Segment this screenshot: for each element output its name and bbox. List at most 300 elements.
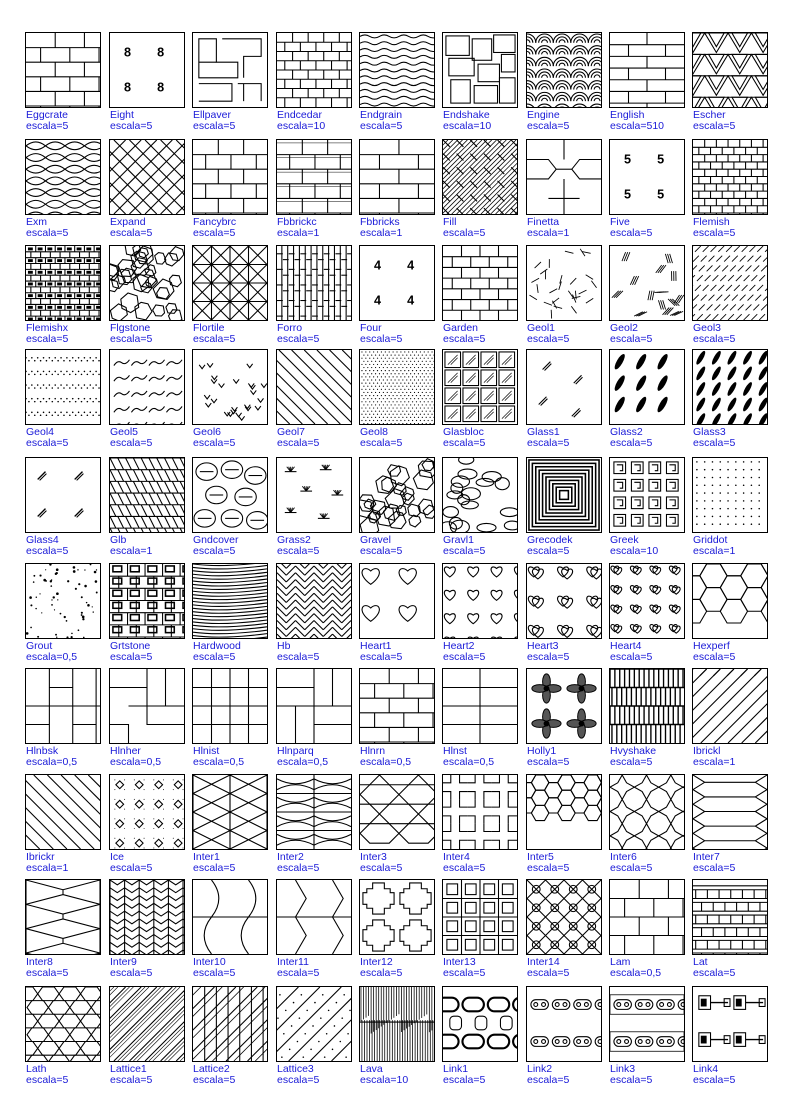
pattern-cell — [690, 879, 770, 985]
pattern-scale: escala=5 — [527, 333, 570, 345]
pattern-scale: escala=5 — [610, 227, 653, 239]
pattern-cell — [524, 349, 604, 455]
pattern-cell — [690, 668, 770, 774]
pattern-cell — [107, 139, 187, 245]
pattern-swatch-holly-leaves — [526, 668, 602, 744]
pattern-scale: escala=5 — [527, 862, 570, 874]
pattern-cell — [107, 32, 187, 138]
pattern-scale: escala=5 — [527, 120, 570, 132]
pattern-scale: escala=5 — [277, 1074, 320, 1086]
pattern-name: Grtstone — [110, 640, 151, 652]
pattern-swatch-block-parquet — [276, 668, 352, 744]
pattern-cell — [107, 668, 187, 774]
pattern-cell — [524, 668, 604, 774]
pattern-cell — [607, 457, 687, 563]
pattern-cell — [524, 139, 604, 245]
pattern-name: Inter9 — [110, 956, 137, 968]
pattern-swatch-bowtie-tiles — [192, 774, 268, 850]
pattern-name: Lath — [26, 1063, 47, 1075]
pattern-cell — [23, 139, 103, 245]
pattern-scale: escala=1 — [527, 227, 570, 239]
pattern-swatch-random-dashes — [526, 245, 602, 321]
pattern-cell — [607, 32, 687, 138]
svg-text:8: 8 — [157, 45, 165, 60]
pattern-name: Lattice3 — [277, 1063, 314, 1075]
pattern-name: Inter4 — [443, 851, 470, 863]
pattern-cell — [524, 986, 604, 1092]
pattern-scale: escala=5 — [527, 967, 570, 979]
pattern-swatch-scallops — [526, 32, 602, 108]
pattern-scale: escala=5 — [26, 967, 69, 979]
pattern-scale: escala=1 — [110, 545, 153, 557]
pattern-cell — [190, 349, 270, 455]
pattern-name: Endgrain — [360, 109, 403, 121]
pattern-cell — [274, 774, 354, 880]
pattern-swatch-hearts-small — [609, 563, 685, 639]
pattern-cell — [190, 32, 270, 138]
pattern-cell — [440, 563, 520, 669]
pattern-cell — [690, 457, 770, 563]
pattern-cell — [690, 245, 770, 351]
pattern-cell — [440, 32, 520, 138]
pattern-cell — [524, 32, 604, 138]
pattern-name: Glass3 — [693, 426, 726, 438]
pattern-swatch-arrow-tiles — [692, 774, 768, 850]
pattern-swatch-shake-blocks — [442, 32, 518, 108]
pattern-scale: escala=5 — [110, 437, 153, 449]
svg-text:5: 5 — [624, 152, 632, 167]
pattern-swatch-basket-block — [25, 668, 101, 744]
pattern-name: Glb — [110, 534, 127, 546]
pattern-scale: escala=5 — [610, 756, 653, 768]
pattern-swatch-brick-garden — [442, 245, 518, 321]
pattern-scale: escala=5 — [360, 333, 403, 345]
pattern-swatch-grid-dots — [692, 457, 768, 533]
pattern-scale: escala=1 — [693, 756, 736, 768]
pattern-swatch-block-herringbone — [109, 668, 185, 744]
pattern-name: Engine — [527, 109, 560, 121]
svg-text:8: 8 — [124, 45, 132, 60]
pattern-swatch-octagon-tile — [192, 245, 268, 321]
pattern-name: Hb — [277, 640, 291, 652]
pattern-name: Geol4 — [26, 426, 55, 438]
pattern-scale: escala=5 — [610, 862, 653, 874]
pattern-name: Hardwood — [193, 640, 241, 652]
pattern-swatch-herringbone — [276, 563, 352, 639]
pattern-scale: escala=5 — [610, 651, 653, 663]
pattern-cell — [440, 879, 520, 985]
pattern-swatch-brick-wide — [359, 139, 435, 215]
pattern-name: Inter1 — [193, 851, 220, 863]
pattern-cell — [274, 457, 354, 563]
pattern-swatch-glass-leaves — [609, 349, 685, 425]
svg-text:5: 5 — [624, 187, 632, 202]
pattern-cell — [524, 774, 604, 880]
pattern-swatch-diagonal-brick-left — [692, 668, 768, 744]
pattern-cell — [107, 774, 187, 880]
pattern-name: Exm — [26, 216, 47, 228]
pattern-scale: escala=5 — [610, 437, 653, 449]
pattern-scale: escala=5 — [610, 333, 653, 345]
pattern-swatch-flagstone — [109, 245, 185, 321]
pattern-cell — [607, 245, 687, 351]
pattern-name: Fill — [443, 216, 457, 228]
pattern-cell — [274, 986, 354, 1092]
pattern-name: Inter2 — [277, 851, 304, 863]
pattern-swatch-brick-running — [192, 139, 268, 215]
pattern-name: Hlnparq — [277, 745, 314, 757]
pattern-name: Link1 — [443, 1063, 469, 1075]
pattern-name: Heart1 — [360, 640, 392, 652]
pattern-cell — [107, 457, 187, 563]
pattern-scale: escala=5 — [360, 862, 403, 874]
pattern-scale: escala=5 — [527, 545, 570, 557]
pattern-cell — [440, 349, 520, 455]
pattern-cell — [23, 774, 103, 880]
pattern-swatch-lattice-knots — [526, 879, 602, 955]
pattern-swatch-eye-weave — [25, 139, 101, 215]
pattern-scale: escala=510 — [610, 120, 665, 132]
pattern-cell — [357, 986, 437, 1092]
pattern-swatch-greek-key-large — [526, 457, 602, 533]
pattern-swatch-block-running — [359, 668, 435, 744]
pattern-swatch-hex-grid — [526, 774, 602, 850]
pattern-scale: escala=5 — [693, 967, 736, 979]
pattern-scale: escala=0,5 — [26, 756, 78, 768]
pattern-name: Glass1 — [527, 426, 560, 438]
pattern-cell — [690, 32, 770, 138]
pattern-swatch-brick-flemish — [692, 139, 768, 215]
pattern-cell — [107, 245, 187, 351]
pattern-scale: escala=5 — [360, 120, 403, 132]
pattern-swatch-zigzag-tiles — [276, 879, 352, 955]
pattern-cell — [107, 986, 187, 1092]
pattern-scale: escala=5 — [527, 437, 570, 449]
pattern-cell — [690, 986, 770, 1092]
pattern-cell — [440, 668, 520, 774]
pattern-cell — [274, 563, 354, 669]
pattern-name: Grass2 — [277, 534, 311, 546]
pattern-cell — [107, 349, 187, 455]
pattern-cell — [607, 349, 687, 455]
pattern-swatch-grout-dots — [25, 563, 101, 639]
pattern-cell — [23, 245, 103, 351]
pattern-name: Flemish — [693, 216, 730, 228]
pattern-scale: escala=5 — [277, 651, 320, 663]
pattern-swatch-four-digits-8 — [109, 32, 185, 108]
pattern-scale: escala=0,5 — [443, 756, 495, 768]
pattern-scale: escala=5 — [277, 862, 320, 874]
pattern-cell — [357, 139, 437, 245]
pattern-scale: escala=5 — [277, 967, 320, 979]
pattern-swatch-grass-tufts — [276, 457, 352, 533]
pattern-scale: escala=5 — [693, 651, 736, 663]
pattern-name: Lat — [693, 956, 708, 968]
pattern-name: Lava — [360, 1063, 383, 1075]
pattern-scale: escala=5 — [26, 120, 69, 132]
pattern-name: Hlnrn — [360, 745, 386, 757]
pattern-scale: escala=5 — [26, 333, 69, 345]
pattern-swatch-lattice-bands — [692, 879, 768, 955]
pattern-scale: escala=5 — [443, 545, 486, 557]
pattern-swatch-brick-flemish-dense — [25, 245, 101, 321]
pattern-cell — [607, 774, 687, 880]
pattern-name: Fancybrc — [193, 216, 237, 228]
pattern-cell — [607, 563, 687, 669]
pattern-cell — [607, 668, 687, 774]
pattern-swatch-escher-weave — [692, 32, 768, 108]
pattern-swatch-stone-block — [109, 563, 185, 639]
pattern-swatch-diagonal-dotted-bands — [276, 986, 352, 1062]
pattern-swatch-greek-key-small — [609, 457, 685, 533]
pattern-cell — [274, 879, 354, 985]
pattern-name: Ellpaver — [193, 109, 231, 121]
pattern-name: Link3 — [610, 1063, 636, 1075]
pattern-scale: escala=5 — [110, 333, 153, 345]
pattern-cell — [690, 139, 770, 245]
pattern-scale: escala=5 — [110, 1074, 153, 1086]
pattern-cell — [23, 879, 103, 985]
pattern-swatch-dotted-bands — [25, 349, 101, 425]
pattern-name: Lattice1 — [110, 1063, 147, 1075]
pattern-scale: escala=5 — [26, 1074, 69, 1086]
pattern-swatch-square-grid-inset — [442, 879, 518, 955]
pattern-scale: escala=0,5 — [360, 756, 412, 768]
pattern-name: Hlnst — [443, 745, 467, 757]
pattern-cell — [107, 879, 187, 985]
pattern-cell — [607, 986, 687, 1092]
pattern-cell — [524, 245, 604, 351]
pattern-name: Glass2 — [610, 426, 643, 438]
pattern-swatch-pebbles — [442, 457, 518, 533]
pattern-name: Geol3 — [693, 322, 722, 334]
pattern-scale: escala=5 — [360, 437, 403, 449]
pattern-scale: escala=10 — [610, 545, 659, 557]
pattern-name: Link2 — [527, 1063, 553, 1075]
svg-text:8: 8 — [124, 80, 132, 95]
svg-text:8: 8 — [157, 80, 165, 95]
pattern-cell — [690, 349, 770, 455]
pattern-cell — [690, 563, 770, 669]
pattern-cell — [440, 986, 520, 1092]
pattern-scale: escala=5 — [277, 333, 320, 345]
pattern-cell — [274, 668, 354, 774]
pattern-name: Glasbloc — [443, 426, 484, 438]
pattern-name: English — [610, 109, 645, 121]
pattern-name: Endshake — [443, 109, 490, 121]
pattern-scale: escala=5 — [693, 1074, 736, 1086]
pattern-cell — [190, 139, 270, 245]
pattern-swatch-long-hexagons — [359, 774, 435, 850]
pattern-name: Hlnist — [193, 745, 220, 757]
pattern-name: Geol7 — [277, 426, 306, 438]
pattern-name: Heart2 — [443, 640, 475, 652]
pattern-name: Hlnher — [110, 745, 141, 757]
pattern-scale: escala=5 — [110, 651, 153, 663]
pattern-scale: escala=5 — [110, 120, 153, 132]
pattern-swatch-brick-double — [276, 139, 352, 215]
pattern-scale: escala=5 — [26, 437, 69, 449]
pattern-scale: escala=5 — [443, 651, 486, 663]
pattern-name: Inter7 — [693, 851, 720, 863]
pattern-name: Flemishx — [26, 322, 69, 334]
pattern-swatch-glass-marks-four — [25, 457, 101, 533]
pattern-cell — [357, 774, 437, 880]
pattern-swatch-wave-strokes — [109, 349, 185, 425]
pattern-cell — [23, 986, 103, 1092]
pattern-name: Hexperf — [693, 640, 730, 652]
pattern-swatch-heavy-shake — [609, 668, 685, 744]
pattern-cell — [357, 32, 437, 138]
pattern-name: Inter11 — [277, 956, 309, 968]
pattern-scale: escala=5 — [443, 1074, 486, 1086]
pattern-name: Five — [610, 216, 630, 228]
pattern-name: Grout — [26, 640, 53, 652]
pattern-name: Heart4 — [610, 640, 642, 652]
pattern-name: Flgstone — [110, 322, 151, 334]
svg-text:4: 4 — [374, 258, 382, 273]
pattern-swatch-brick-english — [609, 32, 685, 108]
pattern-scale: escala=5 — [360, 545, 403, 557]
pattern-cell — [357, 349, 437, 455]
pattern-cell — [357, 563, 437, 669]
pattern-swatch-diagonal-dashes — [692, 245, 768, 321]
pattern-swatch-ground-cover — [192, 457, 268, 533]
pattern-swatch-block-stack — [442, 668, 518, 744]
pattern-name: Inter6 — [610, 851, 637, 863]
pattern-name: Fbbricks — [360, 216, 400, 228]
pattern-scale: escala=5 — [193, 1074, 236, 1086]
pattern-swatch-block-grid — [192, 668, 268, 744]
pattern-swatch-roller-chain — [526, 986, 602, 1062]
pattern-scale: escala=10 — [443, 120, 492, 132]
pattern-scale: escala=1 — [277, 227, 320, 239]
pattern-scale: escala=1 — [693, 545, 736, 557]
pattern-cell — [190, 879, 270, 985]
pattern-scale: escala=5 — [193, 437, 236, 449]
pattern-swatch-chevron-columns — [109, 879, 185, 955]
pattern-swatch-glass-marks-sparse — [526, 349, 602, 425]
pattern-cell — [23, 457, 103, 563]
pattern-swatch-herringbone-rows — [109, 457, 185, 533]
pattern-scale: escala=5 — [193, 651, 236, 663]
pattern-swatch-chain-links — [442, 986, 518, 1062]
pattern-swatch-plug-links — [692, 986, 768, 1062]
pattern-swatch-random-dash-groups — [609, 245, 685, 321]
pattern-cell — [524, 563, 604, 669]
pattern-cell — [690, 774, 770, 880]
pattern-name: Inter8 — [26, 956, 53, 968]
pattern-swatch-stepped-cross — [359, 879, 435, 955]
pattern-scale: escala=5 — [360, 651, 403, 663]
pattern-swatch-l-pavers — [192, 32, 268, 108]
pattern-name: Gravl1 — [443, 534, 474, 546]
pattern-swatch-parquet-diagonal — [442, 139, 518, 215]
pattern-cell — [607, 879, 687, 985]
pattern-scale: escala=5 — [693, 120, 736, 132]
pattern-name: Geol8 — [360, 426, 389, 438]
pattern-scale: escala=5 — [277, 545, 320, 557]
pattern-scale: escala=0,5 — [610, 967, 662, 979]
pattern-swatch-diagonal-lines — [276, 349, 352, 425]
pattern-scale: escala=5 — [443, 227, 486, 239]
pattern-swatch-hearts-medium — [442, 563, 518, 639]
pattern-name: Inter3 — [360, 851, 387, 863]
pattern-scale: escala=5 — [360, 967, 403, 979]
pattern-name: Heart3 — [527, 640, 559, 652]
pattern-name: Ibrickr — [26, 851, 55, 863]
pattern-name: Hlnbsk — [26, 745, 59, 757]
pattern-scale: escala=5 — [193, 227, 236, 239]
pattern-cell — [524, 879, 604, 985]
pattern-name: Inter14 — [527, 956, 560, 968]
pattern-swatch-hearts-large — [359, 563, 435, 639]
pattern-name: Flortile — [193, 322, 225, 334]
pattern-scale: escala=5 — [527, 651, 570, 663]
pattern-name: Glass4 — [26, 534, 59, 546]
pattern-name: Gravel — [360, 534, 391, 546]
pattern-scale: escala=5 — [693, 437, 736, 449]
pattern-scale: escala=5 — [193, 967, 236, 979]
pattern-name: Expand — [110, 216, 146, 228]
pattern-swatch-wave-lines — [359, 32, 435, 108]
pattern-swatch-arc-tiles — [192, 879, 268, 955]
pattern-cell — [440, 457, 520, 563]
pattern-swatch-brick-half — [25, 32, 101, 108]
pattern-scale: escala=5 — [527, 1074, 570, 1086]
pattern-name: Eight — [110, 109, 134, 121]
pattern-cell — [357, 668, 437, 774]
pattern-cell — [357, 245, 437, 351]
pattern-scale: escala=5 — [110, 967, 153, 979]
pattern-cell — [274, 245, 354, 351]
pattern-scale: escala=5 — [26, 545, 69, 557]
pattern-name: Finetta — [527, 216, 560, 228]
pattern-scale: escala=1 — [360, 227, 403, 239]
pattern-name: Geol2 — [610, 322, 639, 334]
pattern-scale: escala=5 — [527, 756, 570, 768]
pattern-scale: escala=5 — [193, 333, 236, 345]
pattern-cell — [190, 986, 270, 1092]
pattern-cell — [23, 563, 103, 669]
pattern-swatch-vertical-boards — [276, 245, 352, 321]
pattern-name: Geol1 — [527, 322, 556, 334]
pattern-swatch-lath-hex — [25, 986, 101, 1062]
pattern-swatch-gravel — [359, 457, 435, 533]
svg-text:5: 5 — [657, 187, 665, 202]
pattern-swatch-four-digits-5 — [609, 139, 685, 215]
pattern-cell — [440, 774, 520, 880]
pattern-scale: escala=0,5 — [193, 756, 245, 768]
pattern-swatch-laminate — [609, 879, 685, 955]
pattern-swatch-star-tiles — [609, 774, 685, 850]
pattern-name: Ibrickl — [693, 745, 721, 757]
pattern-cell — [107, 563, 187, 669]
pattern-swatch-vertical-strips — [359, 986, 435, 1062]
pattern-swatch-bone-tiles — [276, 774, 352, 850]
pattern-cell — [190, 668, 270, 774]
pattern-name: Eggcrate — [26, 109, 69, 121]
pattern-cell — [190, 457, 270, 563]
pattern-name: Holly1 — [527, 745, 557, 757]
pattern-scale: escala=5 — [193, 545, 236, 557]
pattern-swatch-hexagons — [692, 563, 768, 639]
pattern-name: Geol6 — [193, 426, 222, 438]
pattern-swatch-brick-staggered — [276, 32, 352, 108]
pattern-swatch-wood-grain — [192, 563, 268, 639]
svg-text:4: 4 — [407, 293, 415, 308]
pattern-cell — [440, 139, 520, 245]
